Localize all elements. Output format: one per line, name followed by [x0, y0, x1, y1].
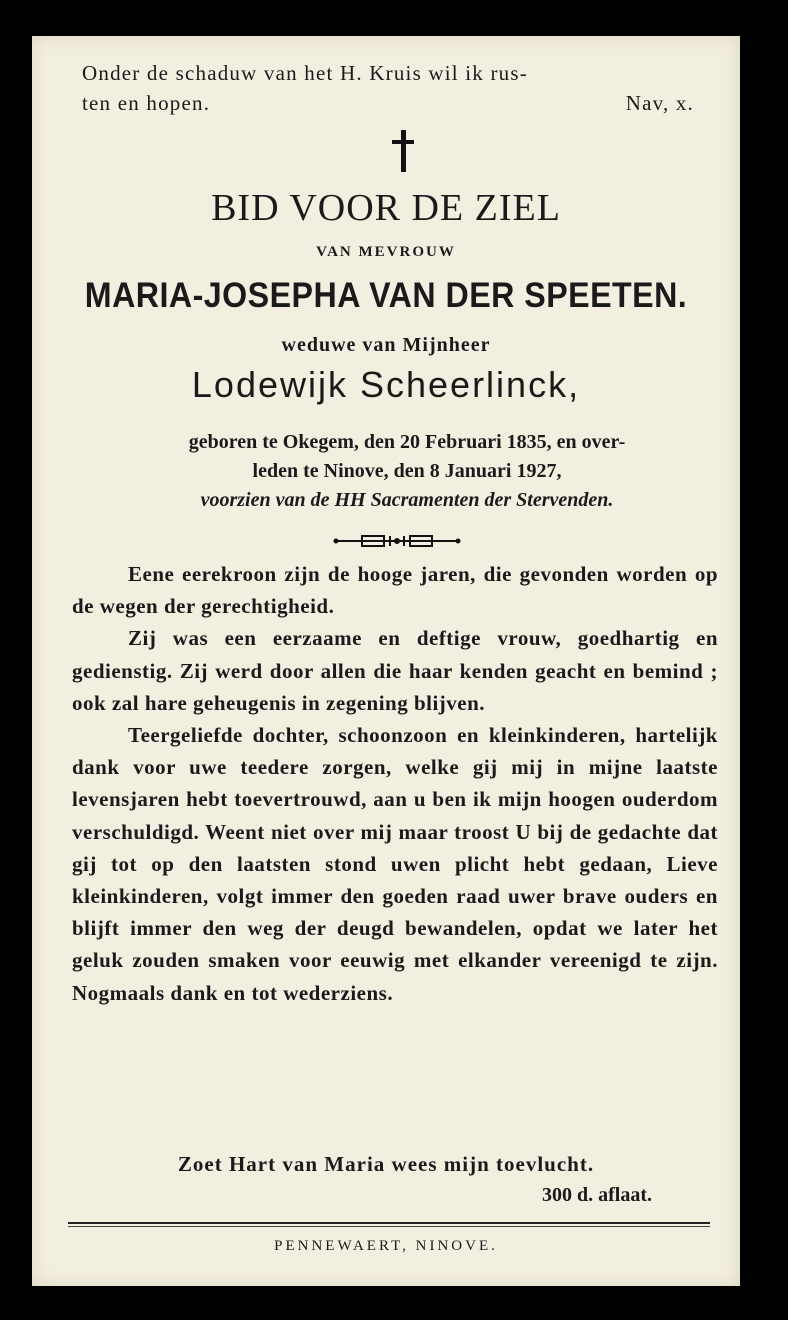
- body-text: [72, 558, 718, 1009]
- paragraph-1: Eene eerekroon zijn de hooge jaren, die gevonden worden op de wegen der gerechtigheid.: [72, 562, 718, 619]
- epigraph-line-2: [82, 88, 724, 118]
- printer-credit: PENNEWAERT, NINOVE.: [274, 1238, 498, 1254]
- paragraph-2: Zij was een eerzaame en deftige vrouw, goedhartig en gedienstig. Zij werd door allen die haar kenden geacht en bemind ; ook zal hare geheugenis in zegening blijven.: [72, 626, 718, 715]
- epigraph-line-2-text: ten en hopen.: [82, 91, 211, 115]
- widow-of-label: weduwe van Mijnheer: [281, 334, 491, 356]
- deceased-name: MARIA-JOSEPHA VAN DER SPEETEN.: [84, 276, 688, 315]
- death-line: leden te Ninove, den 8 Januari 1927,: [252, 460, 562, 482]
- birth-death-details: [82, 428, 732, 515]
- husband-name: Lodewijk Scheerlinck,: [191, 364, 581, 405]
- paragraph-3: Teergeliefde dochter, schoonzoon en kleinkinderen, hartelijk dank voor uwe teedere zorgen, welke gij mij in mijne laatste levensjaren hebt toevertrouwd, aan u ben ik mijn hoogen ouderdom verschuldigd. Weent niet over mij maar troost U bij de gedachte dat gij tot op den laatsten stond uwen plicht hebt gedaan, Lieve kleinkinderen, volgt immer den goeden raad uwer brave ouders en blijft immer den weg der deugd bewandelen, opdat we later het geluk zouden smaken voor eeuwig met elkander vereenigd te zijn. Nogmaals dank en tot wederziens.: [72, 723, 718, 1005]
- epigraph-line-1: Onder de schaduw van het H. Kruis wil ik rus-: [82, 61, 528, 85]
- latin-cross-icon: [392, 130, 414, 172]
- epigraph: [82, 58, 724, 118]
- memorial-card: [32, 36, 740, 1286]
- indulgence-note: 300 d. aflaat.: [542, 1184, 652, 1206]
- prayer-heading: BID VOOR DE ZIEL: [211, 187, 561, 229]
- decorative-rule-ornament: [332, 534, 462, 548]
- divider-thin: [68, 1226, 710, 1227]
- closing-prayer: Zoet Hart van Maria wees mijn toevlucht.: [177, 1152, 595, 1176]
- divider: [68, 1222, 710, 1224]
- sacraments-line: voorzien van de HH Sacramenten der Stervenden.: [200, 489, 614, 511]
- birth-line: geboren te Okegem, den 20 Februari 1835, en over-: [188, 431, 626, 453]
- epigraph-reference: Nav, x.: [625, 91, 694, 115]
- van-mevrouw-label: VAN MEVROUW: [316, 244, 456, 260]
